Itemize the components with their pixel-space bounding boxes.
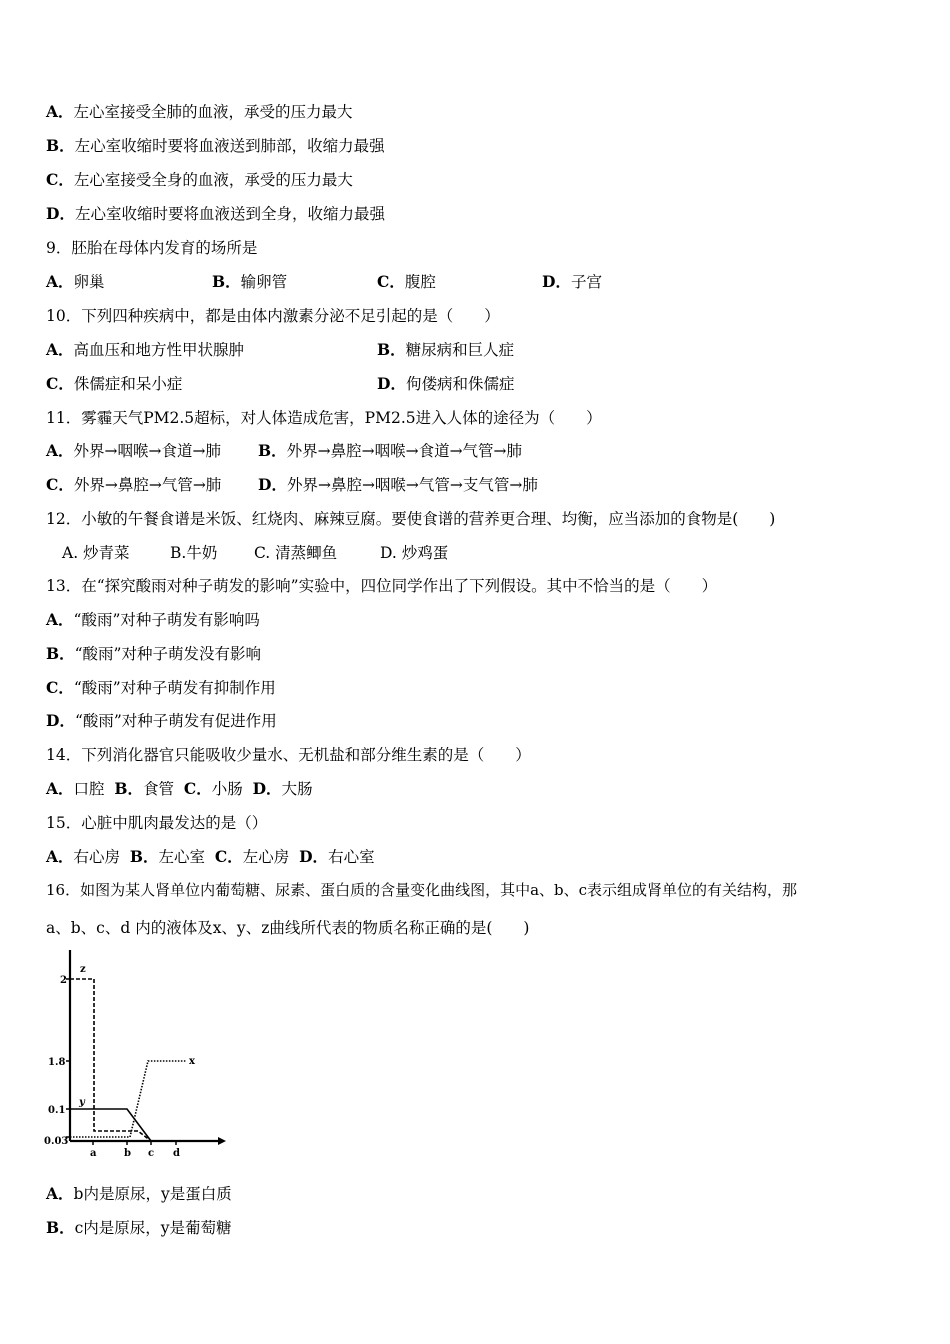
option-text: 卵巢 [73,273,105,291]
q10-option-d [377,374,514,394]
option-letter: A． [46,102,74,121]
option-text: 输卵管 [240,273,288,291]
x-tick-label: c [148,1148,155,1159]
option-text: 子宫 [570,273,602,291]
series-y-line [70,1109,151,1141]
option-letter: B． [212,272,241,291]
option-text: 外界→鼻腔→咽喉→气管→支气管→肺 [286,476,538,494]
option-letter: D． [542,272,571,291]
q10-stem: 10．下列四种疾病中，都是由体内激素分泌不足引起的是（ ） [46,307,500,325]
q16-stem-line2: a、b、c、d 内的液体及x、y、z曲线所代表的物质名称正确的是( ) [46,919,530,937]
option-letter: A． [46,1184,74,1203]
option-text: 左心室 [158,848,206,866]
x-axis-arrow [218,1137,226,1145]
q8-option-d [46,204,385,224]
q14-stem: 14．下列消化器官只能吸收少量水、无机盐和部分维生素的是（ ） [46,746,531,764]
q9-option-d [542,272,602,292]
q10-option-c [46,374,182,394]
q14-options [46,779,313,799]
option-letter: A． [46,610,74,629]
option-text: 高血压和地方性甲状腺肿 [73,341,245,359]
q9-option-b [212,272,287,292]
option-text: 大肠 [281,780,313,798]
q8-option-a [46,102,353,122]
q10-option-a [46,340,244,360]
option-letter: B． [114,779,144,798]
option-letter: A． [46,340,74,359]
option-text: 食管 [143,780,175,798]
option-letter: A． [46,847,74,866]
x-tick-label: b [124,1148,131,1159]
option-text: 左心室接受全身的血液，承受的压力最大 [73,171,353,189]
option-letter: B． [258,441,287,460]
option-text: 左心室收缩时要将血液送到肺部，收缩力最强 [74,137,385,155]
q12-stem: 12．小敏的午餐食谱是米饭、红烧肉、麻辣豆腐。要使食谱的营养更合理、均衡，应当添加的食物是( ) [46,510,776,528]
option-letter: D． [258,475,287,494]
option-text: “酸雨”对种子萌发有影响吗 [73,611,260,629]
option-letter: A． [46,272,74,291]
option-text: 左心房 [242,848,290,866]
option-letter: C． [214,847,243,866]
q15-stem: 15．心脏中肌肉最发达的是（） [46,814,268,832]
y-tick-label: 0.03 [44,1136,69,1147]
q13-option-b [46,644,261,664]
option-letter: B． [46,644,75,663]
option-text: 右心室 [328,848,375,866]
option-letter: A． [46,441,74,460]
option-text: 糖尿病和巨人症 [405,341,515,359]
option-letter: D． [46,204,75,223]
q9-stem: 9．胚胎在母体内发育的场所是 [46,239,258,257]
option-letter: C． [46,475,74,494]
q16-option-a [46,1184,232,1204]
q12-option-c: C. 清蒸鲫鱼 [254,544,338,562]
option-letter: B． [129,847,159,866]
option-text: 左心室收缩时要将血液送到全身，收缩力最强 [74,205,385,223]
q16-option-b [46,1218,232,1238]
option-letter: D． [46,711,75,730]
q13-stem: 13．在“探究酸雨对种子萌发的影响”实验中，四位同学作出了下列假设。其中不恰当的是（ ） [46,577,718,595]
option-text: c内是原尿，y是葡萄糖 [74,1219,232,1237]
series-x-line [70,1061,186,1137]
option-text: 外界→鼻腔→咽喉→食道→气管→肺 [286,442,523,460]
q8-option-c [46,170,353,190]
q9-option-a [46,272,105,292]
y-tick-label: 2 [60,975,67,986]
y-tick-label: 0.1 [48,1105,66,1116]
option-text: “酸雨”对种子萌发没有影响 [74,645,261,663]
q15-options [46,847,375,867]
option-letter: C． [377,272,405,291]
option-letter: B． [46,1218,75,1237]
option-letter: D． [299,847,329,866]
option-text: “酸雨”对种子萌发有促进作用 [74,712,277,730]
option-text: 小肠 [211,780,243,798]
option-letter: B． [377,340,406,359]
q10-option-b [377,340,514,360]
option-text: 腹腔 [404,273,436,291]
q11-option-b [258,441,522,461]
series-label: y [79,1097,85,1108]
option-text: “酸雨”对种子萌发有抑制作用 [73,679,276,697]
series-z-line [70,979,151,1141]
q12-option-a: A. 炒青菜 [62,544,130,562]
q12-option-b: B.牛奶 [170,544,218,562]
q9-option-c [377,272,436,292]
q13-option-a [46,610,260,630]
option-letter: A． [46,779,74,798]
x-tick-label: a [90,1148,97,1159]
y-tick-label: 1.8 [48,1057,66,1068]
option-text: b内是原尿，y是蛋白质 [73,1185,232,1203]
option-text: 佝偻病和侏儒症 [405,375,515,393]
option-letter: C． [46,170,74,189]
option-letter: C． [46,374,74,393]
series-label: z [80,964,86,975]
option-text: 左心室接受全肺的血液，承受的压力最大 [73,103,353,121]
series-label: x [189,1056,195,1067]
q8-option-b [46,136,385,156]
option-text: 右心房 [73,848,121,866]
option-letter: D． [377,374,406,393]
q11-option-a [46,441,221,461]
option-letter: C． [183,779,212,798]
option-letter: C． [46,678,74,697]
q11-stem: 11．雾霾天气PM2.5超标，对人体造成危害，PM2.5进入人体的途径为（ ） [46,409,602,427]
q16-kidney-chart [40,945,230,1165]
option-text: 外界→咽喉→食道→肺 [73,442,221,460]
q12-option-d: D. 炒鸡蛋 [380,544,449,562]
q13-option-d [46,711,277,731]
x-tick-label: d [173,1148,180,1159]
q11-option-d [258,475,538,495]
option-text: 口腔 [73,780,105,798]
q13-option-c [46,678,276,698]
option-text: 外界→鼻腔→气管→肺 [73,476,222,494]
q11-option-c [46,475,221,495]
option-letter: B． [46,136,75,155]
option-letter: D． [252,779,282,798]
q16-stem-line1: 16．如图为某人肾单位内葡萄糖、尿素、蛋白质的含量变化曲线图，其中a、b、c表示组成肾单位的有关结构，那 [46,881,798,899]
option-text: 侏儒症和呆小症 [73,375,183,393]
